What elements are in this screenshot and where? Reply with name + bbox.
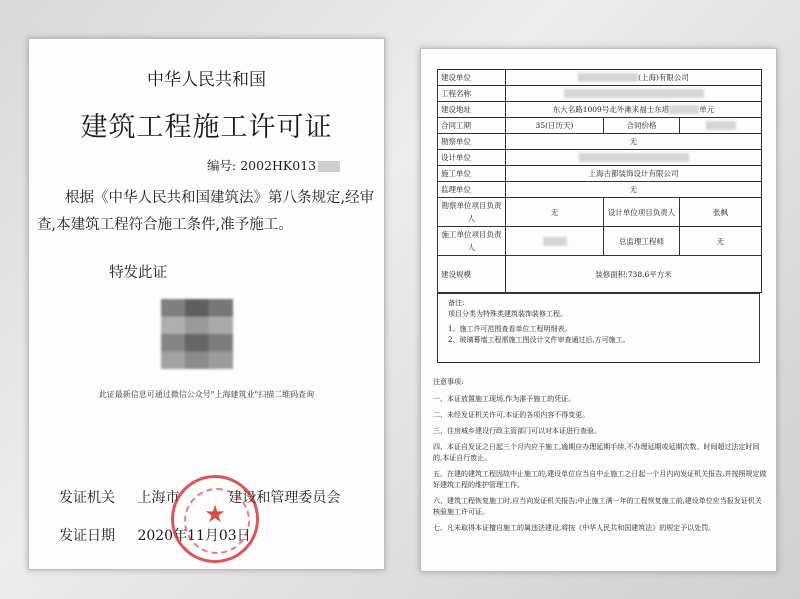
official-seal bbox=[171, 475, 259, 563]
notice-item: 五、在建的建筑工程因故中止施工的,建设单位应当自中止施工之日起一个月内向发证机关报告,并按照规定做好建筑工程的维护管理工作。 bbox=[433, 470, 767, 489]
project-info-table bbox=[437, 69, 762, 293]
issued-text: 特发此证 bbox=[109, 265, 167, 281]
scale-value: 装修面积:738.6平方米 bbox=[595, 269, 672, 279]
address-text: 东大名路1009号北外滩来福士东塔 bbox=[552, 105, 670, 114]
remarks-title: 备注: bbox=[448, 299, 465, 307]
design-lead-label: 设计单位项目负责人 bbox=[604, 198, 680, 226]
build-unit-value bbox=[506, 70, 761, 85]
survey-lead-label: 勘察单位项目负责人 bbox=[438, 198, 506, 226]
authority-name-start: 上海市 bbox=[137, 490, 180, 506]
contract-period-label: 合同工期 bbox=[438, 118, 506, 133]
table-row bbox=[438, 150, 761, 166]
construction-unit-label: 施工单位 bbox=[438, 166, 506, 181]
notice-title: 注意事项: bbox=[433, 378, 464, 386]
project-address-value bbox=[506, 102, 761, 117]
permit-body-text: 根据《中华人民共和国建筑法》第八条规定,经审查,本建筑工程符合施工条件,准予施工。 bbox=[37, 190, 375, 233]
date-value: 2020年11月03日 bbox=[137, 528, 251, 544]
notice-item: 一、本证放置施工现场,作为准予施工的凭证。 bbox=[433, 395, 576, 403]
build-unit-text: (上海)有限公司 bbox=[638, 73, 689, 82]
construction-lead-value bbox=[506, 227, 604, 255]
contract-period-value: 35(日历天) bbox=[506, 118, 604, 133]
design-lead-value: 张枫 bbox=[713, 207, 728, 217]
notice-section bbox=[433, 377, 768, 534]
notice-item: 七、凡未取得本证擅自施工的属违法建设,将按《中华人民共和国建筑法》的规定予以处罚。 bbox=[433, 524, 716, 532]
supervision-unit-value: 无 bbox=[629, 185, 638, 194]
permit-detail-page bbox=[420, 48, 777, 572]
permit-title: 建筑工程施工许可证 bbox=[80, 112, 333, 143]
table-row bbox=[438, 227, 761, 256]
table-row bbox=[438, 70, 761, 86]
design-unit-value bbox=[506, 150, 761, 165]
table-row bbox=[438, 86, 761, 102]
notice-item: 六、建筑工程恢复施工时,应当向发证机关报告;中止施工满一年的工程恢复施工前,建设单位应当报发证机关核验施工许可证。 bbox=[433, 497, 762, 516]
remarks-line: 1、施工许可范围查看单位工程明细表。 bbox=[448, 325, 572, 333]
authority-name-end: 建设和管理委员会 bbox=[228, 490, 341, 506]
table-row bbox=[438, 182, 761, 198]
chief-engineer-value: 无 bbox=[716, 236, 725, 246]
table-row bbox=[438, 198, 761, 227]
table-row bbox=[438, 134, 761, 150]
date-label: 发证日期 bbox=[59, 528, 115, 544]
project-name-label: 工程名称 bbox=[438, 86, 506, 101]
remarks-box bbox=[437, 293, 760, 363]
table-row bbox=[438, 256, 761, 292]
remarks-line: 2、玻璃幕墙工程需施工图设计文件审查通过后,方可施工。 bbox=[448, 336, 630, 344]
supervision-unit-label: 监理单位 bbox=[438, 182, 506, 197]
contract-price-label: 合同价格 bbox=[604, 118, 680, 133]
notice-item: 三、住房城乡建设行政主管部门可以对本证进行查验。 bbox=[433, 427, 601, 435]
permit-number-row bbox=[207, 156, 340, 174]
project-name-value bbox=[506, 86, 761, 101]
notice-item: 二、未经发证机关许可,本证的各项内容不得变更。 bbox=[433, 411, 590, 419]
authority-label: 发证机关 bbox=[59, 490, 115, 506]
qr-note: 此证最新信息可通过微信公众号"上海建筑业"扫描二维码查询 bbox=[98, 390, 315, 399]
project-address-label: 建设地址 bbox=[438, 102, 506, 117]
design-unit-label: 设计单位 bbox=[438, 150, 506, 165]
scale-label: 建设规模 bbox=[438, 256, 506, 292]
construction-unit-value: 上海古都装饰设计有限公司 bbox=[588, 169, 679, 178]
notice-item: 四、本证自发证之日起三个月内应予施工,逾期应办理延期手续,不办理延期或延期次数、时间超过法定时间的,本证自行废止。 bbox=[433, 443, 760, 462]
blurred-qr-code bbox=[161, 299, 233, 369]
star-icon: ★ bbox=[204, 500, 226, 528]
table-row bbox=[438, 166, 761, 182]
redacted-block bbox=[318, 161, 340, 172]
build-unit-label: 建设单位 bbox=[438, 70, 506, 85]
survey-unit-value: 无 bbox=[629, 137, 638, 146]
address-suffix: 单元 bbox=[699, 105, 715, 114]
table-row bbox=[438, 118, 761, 134]
number-label: 编号: bbox=[207, 158, 237, 173]
permit-front-page bbox=[28, 38, 385, 570]
permit-number: 2002HK013 bbox=[240, 158, 317, 173]
table-row bbox=[438, 102, 761, 118]
survey-lead-value: 无 bbox=[506, 198, 604, 226]
country-name: 中华人民共和国 bbox=[147, 70, 266, 90]
construction-lead-label: 施工单位项目负责人 bbox=[438, 227, 506, 255]
chief-engineer-label: 总监理工程师 bbox=[604, 227, 680, 255]
contract-price-value bbox=[680, 118, 761, 133]
survey-unit-label: 勘察单位 bbox=[438, 134, 506, 149]
remarks-line: 项目分类为特殊类建筑装饰装修工程。 bbox=[448, 310, 567, 318]
